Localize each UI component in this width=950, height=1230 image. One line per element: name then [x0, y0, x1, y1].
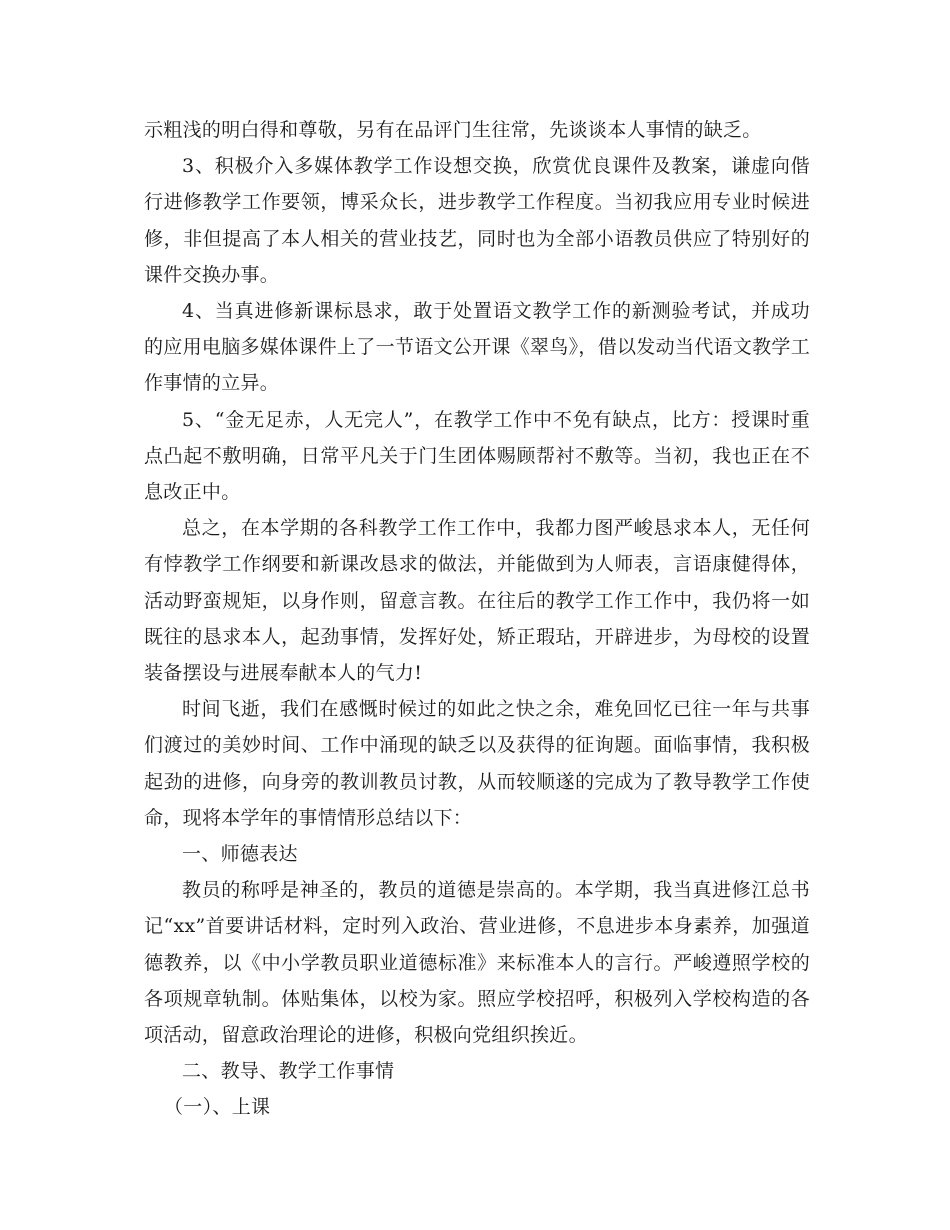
paragraph-ethics: 教员的称呼是神圣的，教员的道德是崇高的。本学期，我当真进修江总书记“xx”首要讲话材料，定时列入政治、营业进修，不息进步本身素养，加强道德教养，以《中小学教员职业道德标准》来标准本人的言行。严峻遵照学校的各项规章轨制。体贴集体，以校为家。照应学校招呼，积极列入学校构造的各项活动，留意政治理论的进修，积极向党组织挨近。 [144, 879, 810, 1047]
section-heading-ethics: 一、师德表达 [182, 843, 298, 866]
paragraph-continuation: 示粗浅的明白得和尊敬，另有在品评门生往常，先谈谈本人事情的缺乏。 [144, 119, 762, 141]
paragraph-item-3: 3、积极介入多媒体教学工作设想交换，欣赏优良课件及教案，谦虚向偕行进修教学工作要领，博采众长，进步教学工作程度。当初我应用专业时候进修，非但提高了本人相关的营业技艺，同时也为全部小语教员供应了特别好的课件交换办事。 [144, 155, 810, 286]
paragraph-item-4: 4、当真进修新课标恳求，敢于处置语文教学工作的新测验考试，并成功的应用电脑多媒体课件上了一节语文公开课《翠鸟》，借以发动当代语文教学工作事情的立异。 [144, 300, 811, 395]
section-heading-teaching: 二、教导、教学工作事情 [182, 1060, 395, 1083]
subsection-heading-class: （一）、上课 [164, 1096, 271, 1119]
paragraph-summary: 总之，在本学期的各科教学工作工作中，我都力图严峻恳求本人，无任何有悖教学工作纲要和新课改恳求的做法，并能做到为人师表，言语康健得体，活动野蛮规矩，以身作则，留意言教。在往后的教学工作工作中，我仍将一如既往的恳求本人，起劲事情，发挥好处，矫正瑕玷，开辟进步，为母校的设置装备摆设与进展奉献本人的气力! [144, 517, 810, 685]
paragraph-intro: 时间飞逝，我们在感慨时候过的如此之快之余，难免回忆已往一年与共事们渡过的美妙时间、工作中涌现的缺乏以及获得的征询题。面临事情，我积极起劲的进修，向身旁的教训教员讨教，从而较顺遂的完成为了教导教学工作使命，现将本学年的事情情形总结以下： [144, 698, 810, 829]
paragraph-item-5: 5、“金无足赤，人无完人”，在教学工作中不免有缺点，比方：授课时重点凸起不敷明确，日常平凡关于门生团体赐顾帮衬不敷等。当初，我也正在不息改正中。 [144, 408, 810, 504]
